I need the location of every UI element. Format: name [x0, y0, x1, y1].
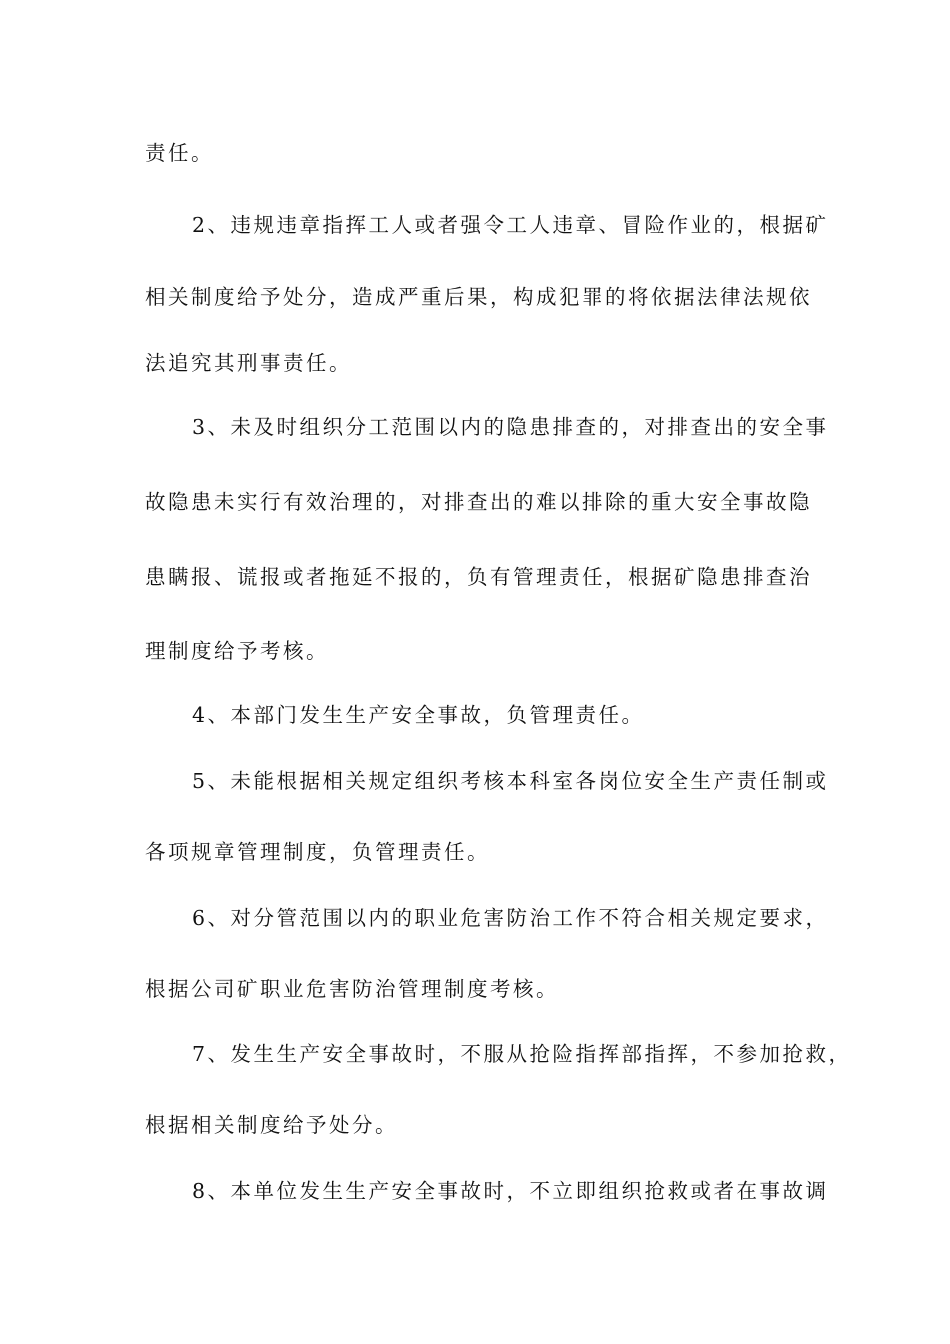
text-line: 5、未能根据相关规定组织考核本科室各岗位安全生产责任制或: [192, 769, 829, 793]
text-line: 2、违规违章指挥工人或者强令工人违章、冒险作业的，根据矿: [192, 213, 829, 237]
text-line: 相关制度给予处分，造成严重后果，构成犯罪的将依据法律法规依: [145, 285, 812, 309]
text-line: 根据公司矿职业危害防治管理制度考核。: [145, 977, 559, 1001]
text-line: 7、发生生产安全事故时，不服从抢险指挥部指挥，不参加抢救，: [192, 1042, 852, 1066]
text-line: 4、本部门发生生产安全事故，负管理责任。: [192, 703, 645, 727]
text-line: 法追究其刑事责任。: [145, 351, 352, 375]
text-line: 各项规章管理制度，负管理责任。: [145, 840, 490, 864]
text-line: 3、未及时组织分工范围以内的隐患排查的，对排查出的安全事: [192, 415, 829, 439]
text-line: 8、本单位发生生产安全事故时，不立即组织抢救或者在事故调: [192, 1179, 829, 1203]
text-line: 理制度给予考核。: [145, 639, 329, 663]
text-line: 根据相关制度给予处分。: [145, 1113, 398, 1137]
text-line: 患瞒报、谎报或者拖延不报的，负有管理责任，根据矿隐患排查治: [145, 565, 812, 589]
text-line: 责任。: [145, 141, 214, 165]
text-line: 故隐患未实行有效治理的，对排查出的难以排除的重大安全事故隐: [145, 490, 812, 514]
text-line: 6、对分管范围以内的职业危害防治工作不符合相关规定要求，: [192, 906, 829, 930]
